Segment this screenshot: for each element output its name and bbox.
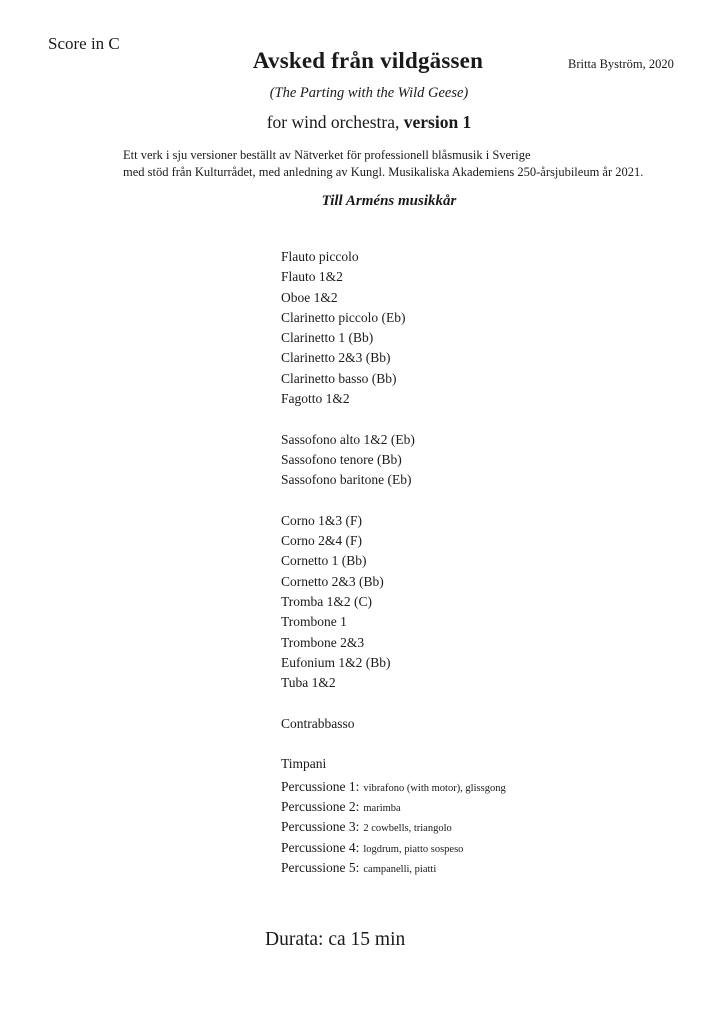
- instrument-item: Sassofono tenore (Bb): [281, 451, 402, 467]
- strings-group: [281, 716, 506, 736]
- instrument-item: Clarinetto 1 (Bb): [281, 330, 374, 346]
- version-label: version 1: [403, 112, 472, 132]
- instrument-item: Clarinetto 2&3 (Bb): [281, 350, 391, 366]
- percussion-row: [281, 838, 506, 858]
- instrument-item: Clarinetto piccolo (Eb): [281, 309, 406, 325]
- percussion-label: Percussione 4:: [281, 839, 360, 855]
- translated-subtitle: (The Parting with the Wild Geese): [269, 85, 469, 101]
- work-title: Avsked från vildgässen: [252, 48, 484, 73]
- percussion-detail: marimba: [363, 803, 401, 815]
- percussion-group: [281, 756, 506, 878]
- instrument-item: Flauto piccolo: [281, 249, 359, 264]
- duration-line: Durata: ca 15 min: [265, 929, 406, 950]
- instrumentation-list: [281, 249, 506, 878]
- percussion-detail: logdrum, piatto sospeso: [363, 843, 464, 855]
- instrument-item: Cornetto 1 (Bb): [281, 553, 367, 569]
- instrument-item: Cornetto 2&3 (Bb): [281, 573, 384, 589]
- instrument-item: Flauto 1&2: [281, 269, 343, 285]
- percussion-row: [281, 817, 506, 837]
- percussion-label: Percussione 5:: [281, 859, 360, 875]
- instrument-item: Tromba 1&2 (C): [281, 594, 373, 610]
- instrument-item: Sassofono baritone (Eb): [281, 472, 412, 488]
- instrument-item: Corno 1&3 (F): [281, 512, 362, 528]
- percussion-label: Percussione 2:: [281, 799, 360, 815]
- percussion-label: Percussione 1:: [281, 778, 360, 794]
- dedication-line: Till Arméns musikkår: [321, 193, 457, 209]
- saxophone-group: [281, 432, 506, 493]
- instrument-item: Oboe 1&2: [281, 289, 338, 305]
- instrument-item: Contrabbasso: [281, 715, 355, 731]
- score-transposition-label: Score in C: [48, 34, 120, 53]
- instrument-item: Tuba 1&2: [281, 675, 336, 691]
- percussion-row: [281, 858, 506, 878]
- percussion-label: Percussione 3:: [281, 819, 360, 835]
- commission-line-1: Ett verk i sju versioner beställt av Nätverket för professionell blåsmusik i Sverige: [123, 148, 531, 162]
- scoring-line: [0, 112, 724, 133]
- woodwind-group: [281, 249, 506, 411]
- percussion-detail: 2 cowbells, triangolo: [363, 823, 452, 835]
- instrument-item: Trombone 1: [281, 614, 347, 630]
- instrument-item: Fagotto 1&2: [281, 391, 350, 407]
- brass-group: [281, 513, 506, 696]
- instrument-item: Trombone 2&3: [281, 634, 365, 650]
- instrument-item: Corno 2&4 (F): [281, 533, 362, 549]
- instrument-item: Clarinetto basso (Bb): [281, 370, 397, 386]
- instrument-item: Timpani: [281, 756, 327, 772]
- percussion-row: [281, 777, 506, 797]
- commission-line-2: med stöd från Kulturrådet, med anledning av Kungl. Musikaliska Akademiens 250-årsjubileum år 2021.: [123, 164, 644, 179]
- percussion-row: [281, 797, 506, 817]
- percussion-detail: campanelli, piatti: [363, 863, 437, 875]
- percussion-detail: vibrafono (with motor), glissgong: [363, 782, 506, 794]
- instrument-item: Eufonium 1&2 (Bb): [281, 654, 391, 670]
- commission-note: [123, 147, 643, 180]
- composer-credit: Britta Byström, 2020: [568, 57, 674, 71]
- instrument-item: Sassofono alto 1&2 (Eb): [281, 431, 415, 447]
- scoring-prefix: for wind orchestra,: [266, 112, 404, 132]
